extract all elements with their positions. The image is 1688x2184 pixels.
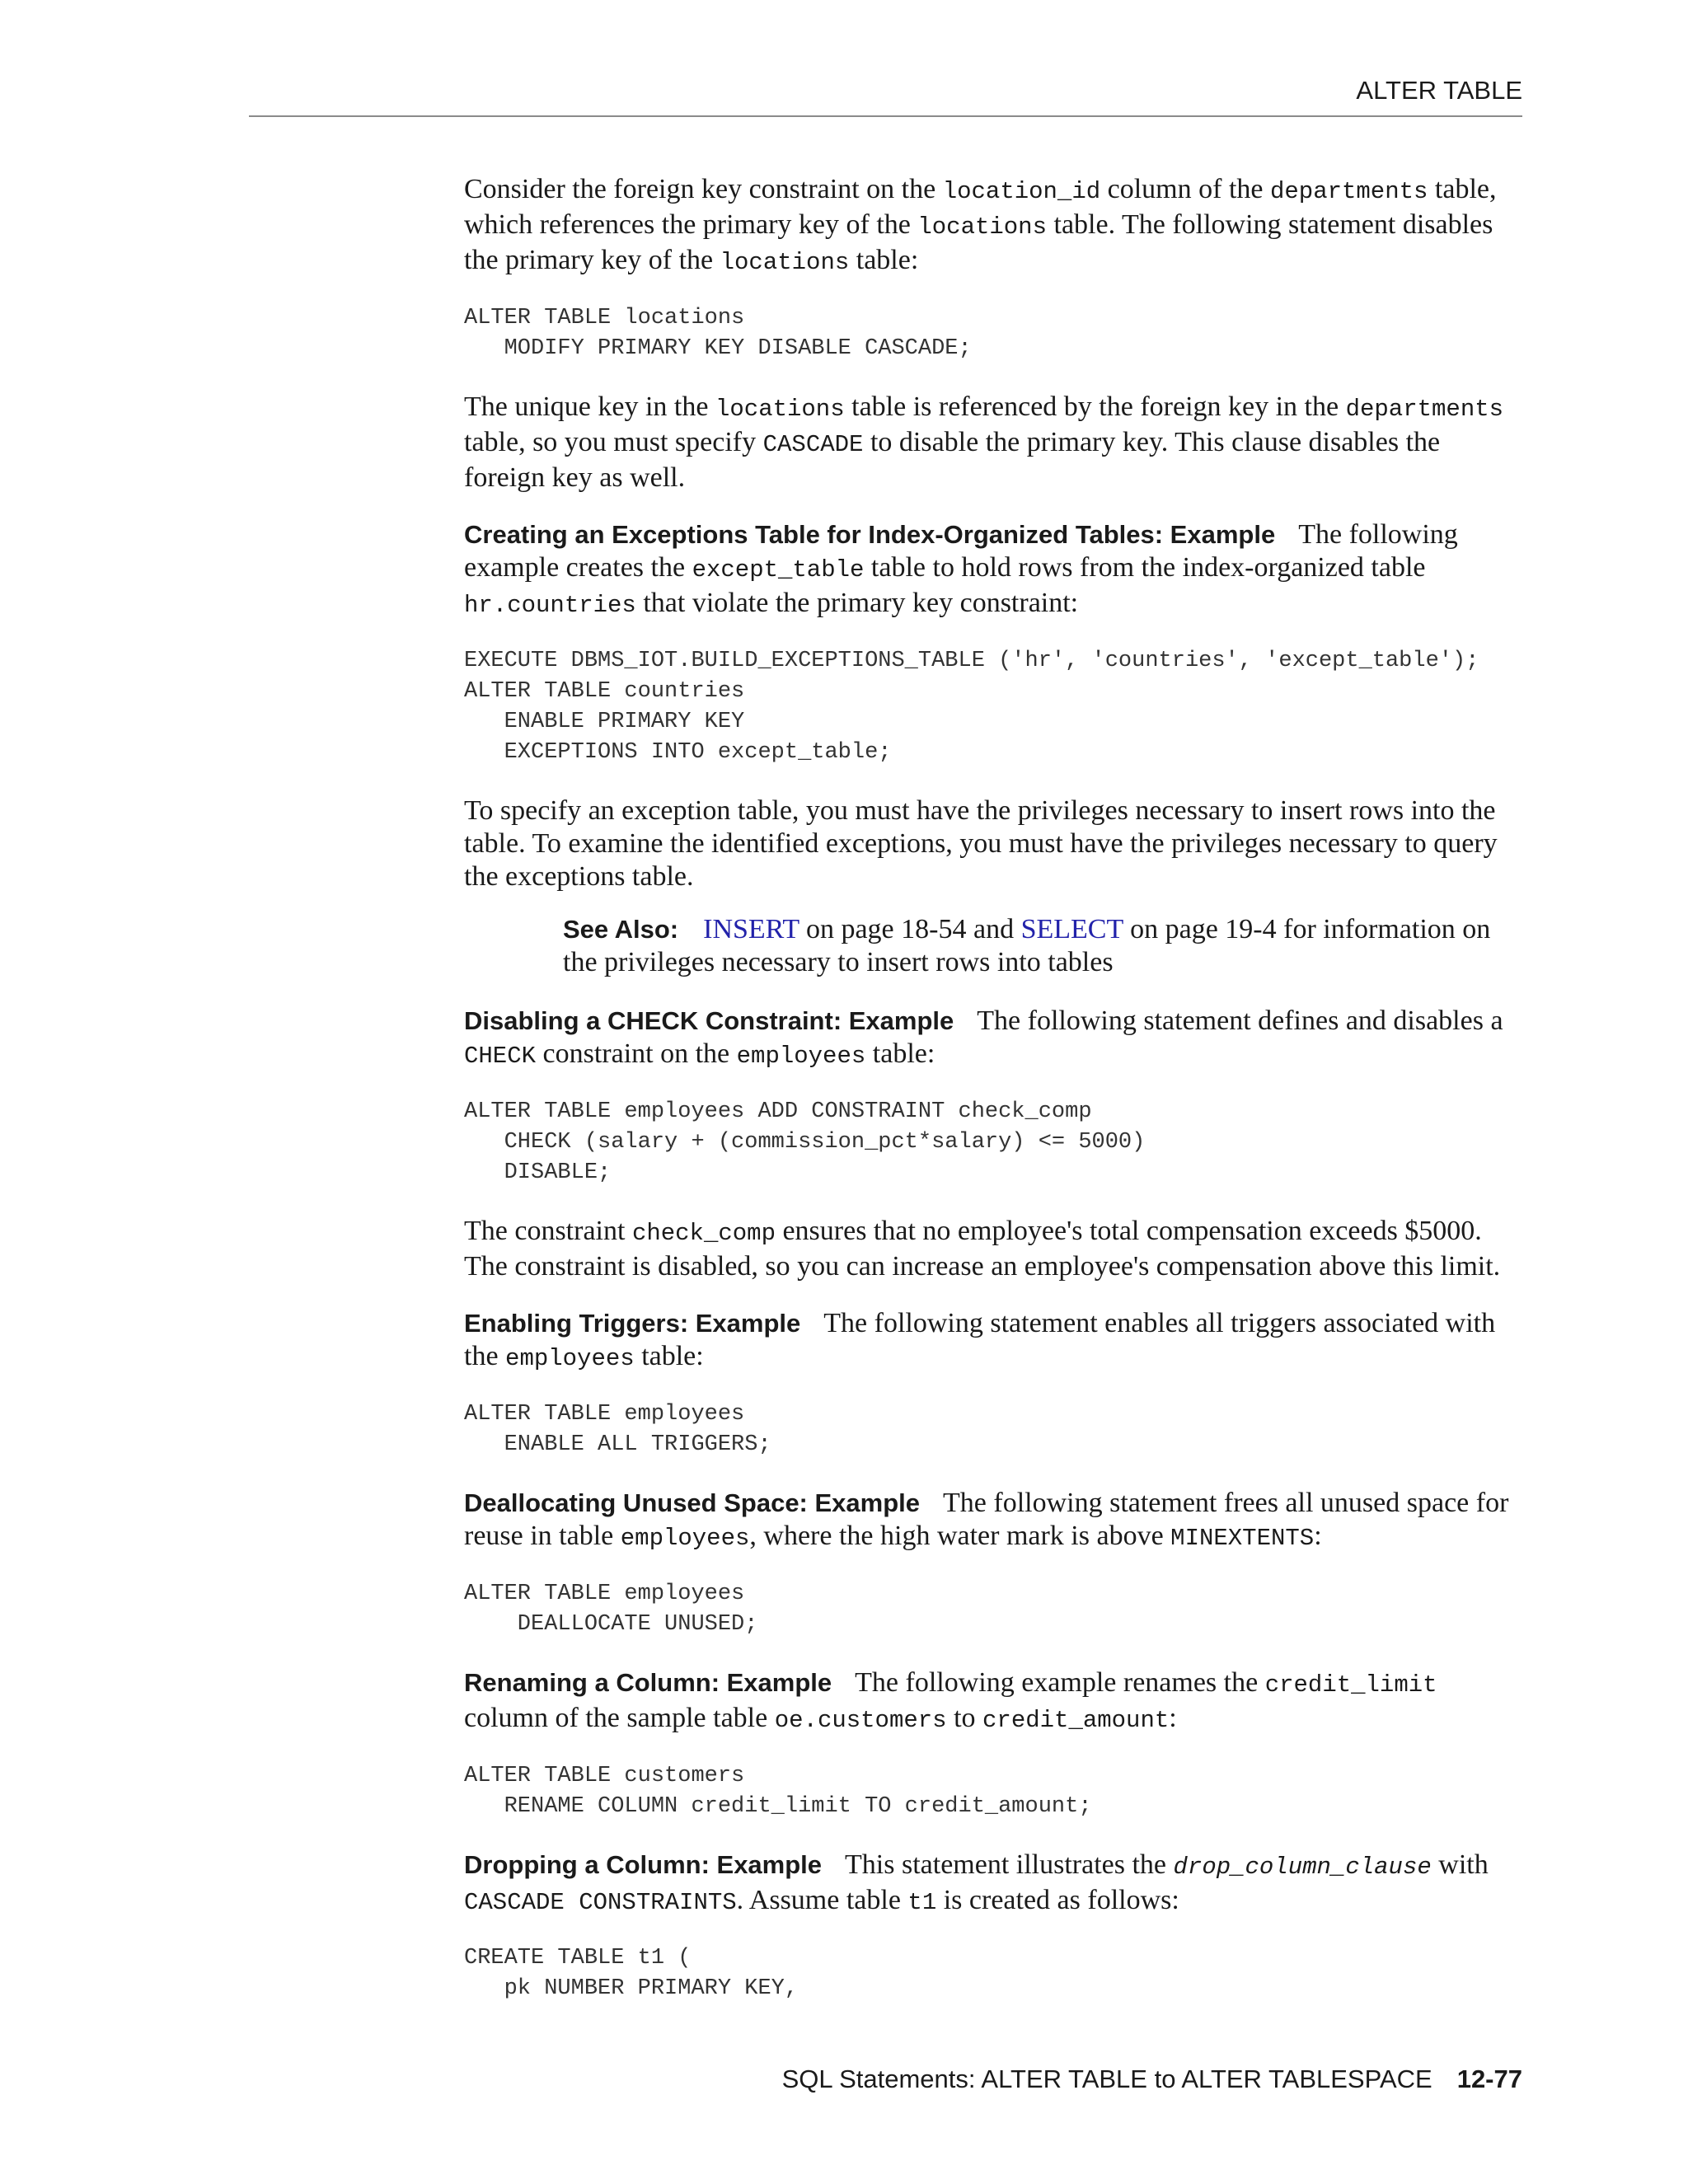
text: to disable the primary key. This clause disables the foreign key as well. xyxy=(464,427,1441,493)
code-term: except_table xyxy=(692,556,865,583)
text: constraint on the xyxy=(536,1038,737,1069)
code-term: employees xyxy=(505,1345,635,1372)
select-link[interactable]: SELECT xyxy=(1020,914,1123,944)
code-example-disable-primary-key: ALTER TABLE locations MODIFY PRIMARY KEY DISABLE CASCADE; xyxy=(464,306,972,361)
code-term: MINEXTENTS xyxy=(1170,1525,1315,1552)
text: . Assume table xyxy=(736,1885,908,1915)
main-content xyxy=(464,173,1527,2031)
code-term: drop_column_clause xyxy=(1173,1854,1432,1881)
code-example-create-table: CREATE TABLE t1 ( pk NUMBER PRIMARY KEY, xyxy=(464,1946,799,2001)
code-term: locations xyxy=(720,249,850,276)
section-heading: Enabling Triggers: Example xyxy=(464,1309,801,1338)
running-header: ALTER TABLE xyxy=(1356,76,1522,105)
section-exceptions-table xyxy=(464,518,1527,622)
code-term: CASCADE CONSTRAINTS xyxy=(464,1889,737,1916)
code-term: check_comp xyxy=(631,1220,776,1247)
section-heading: Deallocating Unused Space: Example xyxy=(464,1488,921,1517)
code-term: hr.countries xyxy=(464,592,636,619)
text: with xyxy=(1431,1849,1489,1880)
section-check-constraint xyxy=(464,1005,1527,1073)
section-heading: Creating an Exceptions Table for Index-Organized Tables: Example xyxy=(464,520,1276,549)
code-term: employees xyxy=(620,1525,750,1552)
page-header xyxy=(249,73,1522,117)
code-term: employees xyxy=(736,1043,866,1070)
code-term: locations xyxy=(715,396,845,423)
code-example-triggers: ALTER TABLE employees ENABLE ALL TRIGGERS; xyxy=(464,1402,771,1457)
text: ensures that no employee's total compensation exceeds $5000. The constraint is disabled, so you can increase an employee's compensation above this limit. xyxy=(464,1216,1501,1282)
text: The following statement defines and disables a xyxy=(977,1005,1503,1036)
text: table, so you must specify xyxy=(464,427,763,457)
text: table: xyxy=(849,245,919,275)
code-example-deallocate: ALTER TABLE employees DEALLOCATE UNUSED; xyxy=(464,1582,758,1637)
code-term: CHECK xyxy=(464,1043,537,1070)
code-term: t1 xyxy=(907,1889,937,1916)
text: The following statement frees all unused space for reuse in table xyxy=(464,1488,1509,1551)
paragraph-unique-key xyxy=(464,391,1527,494)
paragraph-exception-privileges: To specify an exception table, you must have the privileges necessary to insert rows into the table. To examine the identified exceptions, you must have the privileges necessary to query the exceptions table. xyxy=(464,795,1498,892)
page-number: 12-77 xyxy=(1456,2064,1522,2093)
code-term: oe.customers xyxy=(774,1707,947,1734)
paragraph-foreign-key xyxy=(464,173,1527,279)
see-also-note xyxy=(563,913,1527,979)
text: , where the high water mark is above xyxy=(749,1521,1171,1551)
text: table: xyxy=(634,1341,704,1371)
text: Consider the foreign key constraint on the xyxy=(464,174,943,204)
text: The following statement enables all triggers associated with the xyxy=(464,1308,1496,1371)
code-example-check-constraint: ALTER TABLE employees ADD CONSTRAINT check_comp CHECK (salary + (commission_pct*salary) <= 5000) DISABLE; xyxy=(464,1099,1146,1185)
section-deallocating-space xyxy=(464,1487,1527,1555)
text: table to hold rows from the index-organized table xyxy=(864,552,1426,583)
text: table, which references the primary key of the xyxy=(464,174,1497,240)
text: : xyxy=(1314,1521,1322,1551)
text: The constraint xyxy=(464,1216,632,1246)
code-term: locations xyxy=(917,213,1047,241)
text: : xyxy=(1169,1703,1177,1733)
text: is created as follows: xyxy=(936,1885,1179,1915)
text: table is referenced by the foreign key in the xyxy=(844,391,1346,422)
footer-title: SQL Statements: ALTER TABLE to ALTER TABLESPACE xyxy=(781,2064,1432,2093)
code-term: departments xyxy=(1269,178,1428,205)
text: on page 18-54 and xyxy=(799,914,1021,944)
section-dropping-column xyxy=(464,1849,1527,1919)
see-also-label: See Also: xyxy=(563,915,679,944)
text: The following example creates the xyxy=(464,519,1458,583)
text: that violate the primary key constraint: xyxy=(635,588,1079,618)
section-renaming-column xyxy=(464,1666,1527,1737)
text: table: xyxy=(865,1038,935,1069)
text: on page 19-4 for information on the privileges necessary to insert rows into tables xyxy=(563,914,1491,977)
text: This statement illustrates the xyxy=(845,1849,1174,1880)
code-term: departments xyxy=(1345,396,1504,423)
paragraph-check-comp xyxy=(464,1215,1527,1283)
insert-link[interactable]: INSERT xyxy=(703,914,799,944)
code-term: credit_amount xyxy=(982,1707,1170,1734)
page-footer xyxy=(782,2064,1522,2094)
code-example-rename-column: ALTER TABLE customers RENAME COLUMN credit_limit TO credit_amount; xyxy=(464,1764,1092,1819)
section-heading: Disabling a CHECK Constraint: Example xyxy=(464,1006,954,1035)
section-heading: Dropping a Column: Example xyxy=(464,1850,823,1879)
text: column of the sample table xyxy=(464,1703,775,1733)
code-term: CASCADE xyxy=(762,431,864,458)
code-term: credit_limit xyxy=(1264,1671,1437,1699)
section-enabling-triggers xyxy=(464,1307,1527,1376)
section-heading: Renaming a Column: Example xyxy=(464,1668,832,1697)
code-term: location_id xyxy=(942,178,1101,205)
text: The unique key in the xyxy=(464,391,715,422)
text: The following example renames the xyxy=(855,1667,1265,1698)
code-example-exceptions: EXECUTE DBMS_IOT.BUILD_EXCEPTIONS_TABLE ('hr', 'countries', 'except_table'); ALTER TABLE countries ENABLE PRIMARY KEY EXCEPTIONS INTO except_table; xyxy=(464,649,1479,765)
text: to xyxy=(946,1703,983,1733)
text: table. The following statement disables the primary key of the xyxy=(464,209,1493,275)
text: column of the xyxy=(1100,174,1270,204)
